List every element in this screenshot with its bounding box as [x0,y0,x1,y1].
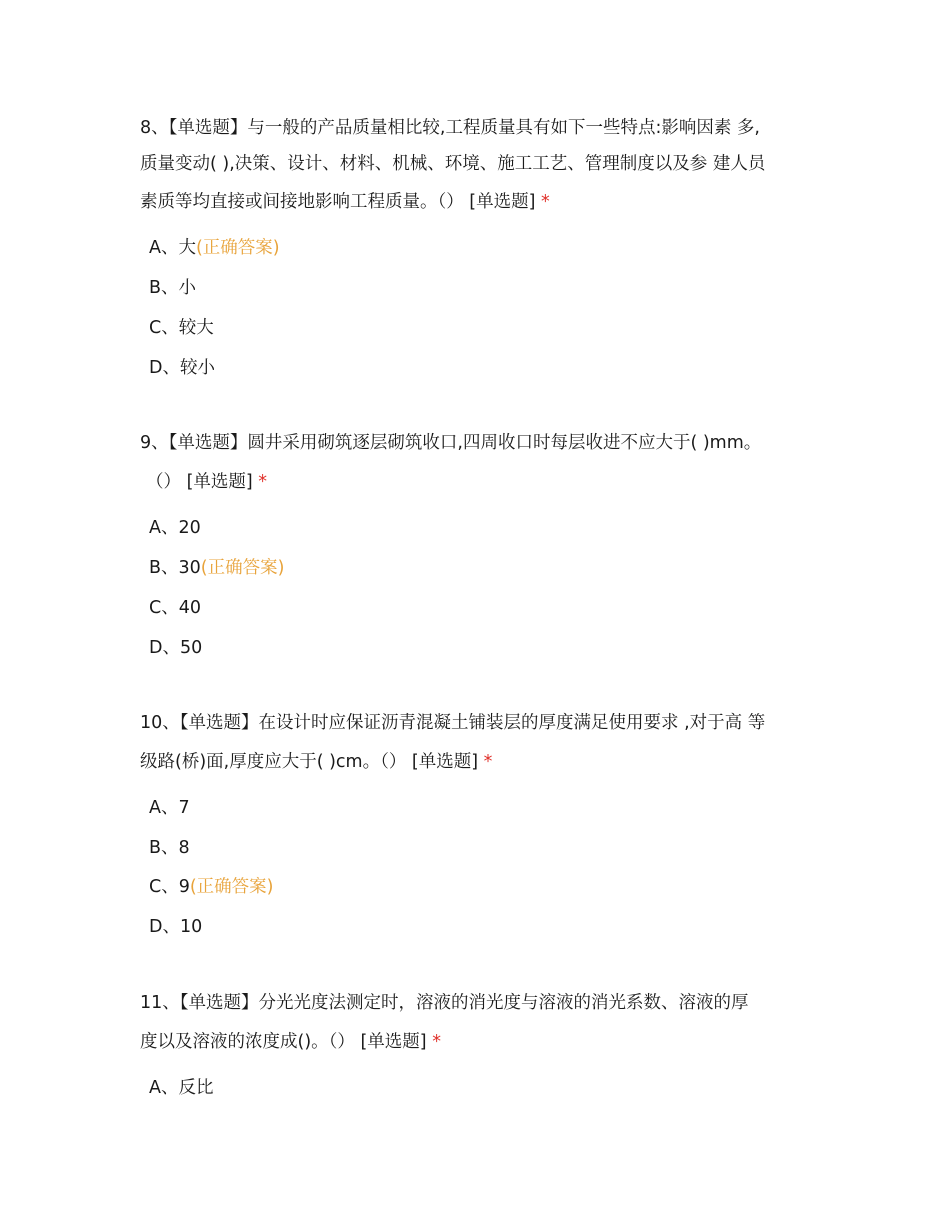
required-mark: * [483,752,493,772]
option-c[interactable] [149,875,274,899]
question-text-line [146,470,267,494]
option-d[interactable] [149,915,202,939]
option-label: D、较小 [149,358,215,378]
option-c[interactable] [149,316,214,340]
option-label: A、反比 [149,1078,214,1098]
option-a[interactable] [149,796,190,820]
option-label: D、50 [149,638,203,658]
question-text: （） [单选题] [146,472,253,492]
required-mark: * [258,472,268,492]
question-text-line [140,190,550,214]
correct-answer-tag: (正确答案) [200,558,285,578]
option-b[interactable] [149,556,284,580]
question-text-line: 9、【单选题】圆井采用砌筑逐层砌筑收口,四周收口时每层收进不应大于( )mm。 [140,433,762,453]
correct-answer-tag: (正确答案) [195,238,280,258]
option-label: B、8 [149,838,190,858]
question-text-line [140,750,492,774]
option-label: B、30 [149,558,201,578]
option-label: C、9 [149,877,190,897]
option-d[interactable] [149,356,215,380]
option-d[interactable] [149,636,202,660]
question-text-line: 10、【单选题】在设计时应保证沥青混凝土铺装层的厚度满足使用要求 ,对于高 等 [140,713,766,733]
option-b[interactable] [149,276,196,300]
question-text-line: 质量变动( ),决策、设计、材料、机械、环境、施工工艺、管理制度以及参 建人员 [140,154,766,174]
question-text-line: 11、【单选题】分光光度法测定时，溶液的消光度与溶液的消光系数、溶液的厚 [140,993,749,1013]
question-text: 级路(桥)面,厚度应大于( )cm。（） [单选题] [140,752,479,772]
required-mark: * [541,192,550,212]
required-mark: * [432,1032,441,1052]
option-label: A、20 [149,518,201,538]
option-label: D、10 [149,917,203,937]
option-c[interactable] [149,596,201,620]
option-a[interactable] [149,1076,213,1100]
option-a[interactable] [149,236,280,260]
question-text-line [140,1030,441,1054]
option-label: A、7 [149,798,190,818]
option-label: A、大 [149,238,196,258]
option-label: B、小 [149,278,197,298]
question-text: 素质等均直接或间接地影响工程质量。（） [单选题] [140,192,536,212]
option-label: C、40 [149,598,201,618]
option-a[interactable] [149,516,201,540]
correct-answer-tag: (正确答案) [189,877,274,897]
question-text-line: 8、【单选题】与一般的产品质量相比较,工程质量具有如下一些特点:影响因素 多, [140,118,760,138]
option-label: C、较大 [149,318,214,338]
option-b[interactable] [149,836,190,860]
question-text: 度以及溶液的浓度成()。（） [单选题] [140,1032,427,1052]
